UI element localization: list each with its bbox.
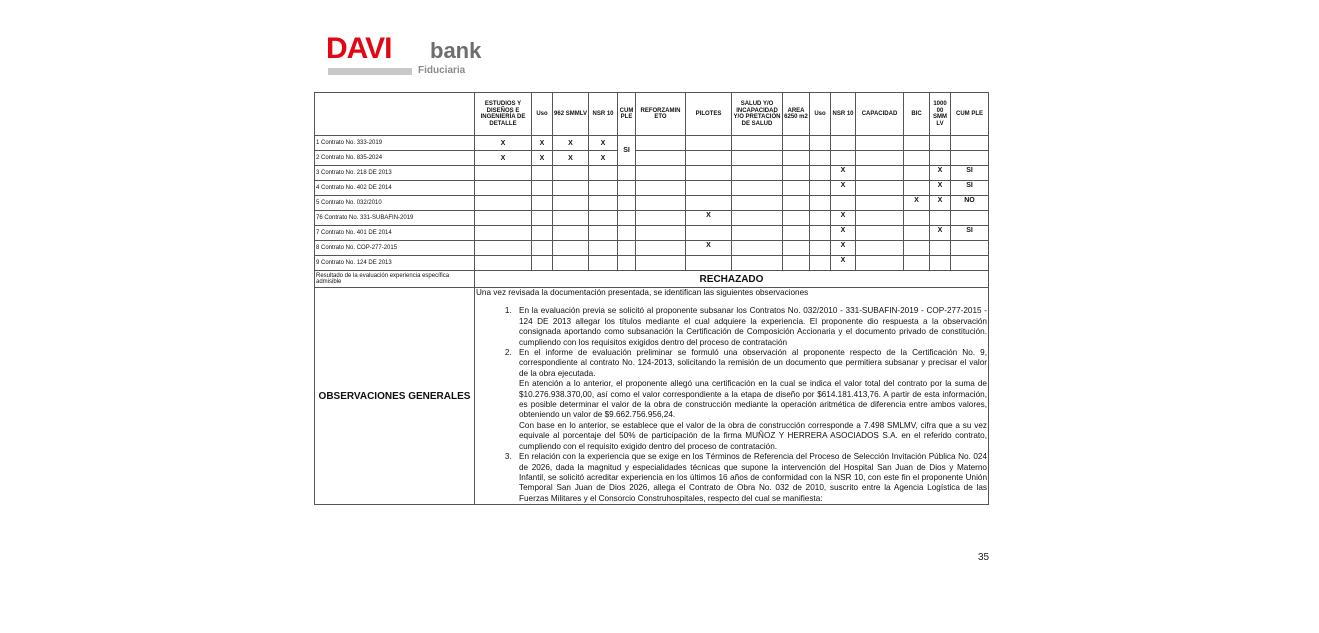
table-cell — [856, 256, 904, 271]
table-cell — [951, 211, 989, 226]
table-cell — [831, 136, 856, 151]
column-header: Uso — [532, 93, 553, 136]
observation-paragraph: Con base en lo anterior, se establece que el valor de la obra de construcción corresponde a 7.498 SMLMV, cifra que a su vez equivale al porcentaje del 50% de participación de la firma MUÑOZ Y HERRERA ASOCIADOS S.A. en el referido contrato, cumpliendo con el requisito exigido dentro del proceso de contratación. — [519, 420, 987, 451]
table-cell — [553, 241, 589, 256]
column-header: AREA 6250 m2 — [783, 93, 810, 136]
table-cell — [553, 226, 589, 241]
table-cell — [532, 256, 553, 271]
table-cell: NO — [951, 196, 989, 211]
table-cell: X — [686, 211, 732, 226]
table-cell — [636, 256, 686, 271]
column-header: NSR 10 — [589, 93, 618, 136]
table-row — [315, 211, 989, 226]
table-cell — [783, 196, 810, 211]
table-cell: X — [831, 256, 856, 271]
table-cell — [783, 166, 810, 181]
table-cell — [618, 211, 636, 226]
table-cell — [636, 166, 686, 181]
table-cell — [553, 196, 589, 211]
result-label: Resultado de la evaluación experiencia específica admisible — [315, 271, 475, 288]
table-cell — [783, 136, 810, 151]
table-cell — [553, 166, 589, 181]
table-cell: X — [553, 136, 589, 151]
table-row — [315, 241, 989, 256]
contract-label: 9 Contrato No. 124 DE 2013 — [315, 256, 475, 271]
table-cell — [636, 181, 686, 196]
table-cell — [732, 181, 783, 196]
table-cell — [904, 211, 930, 226]
table-cell: X — [686, 241, 732, 256]
table-cell — [930, 151, 951, 166]
contract-label: 5 Contrato No. 032/2010 — [315, 196, 475, 211]
column-header: 962 SMMLV — [553, 93, 589, 136]
contract-label: 1 Contrato No. 333-2019 — [315, 136, 475, 151]
column-header: CAPACIDAD — [856, 93, 904, 136]
contract-label: 3 Contrato No. 218 DE 2013 — [315, 166, 475, 181]
table-cell — [475, 181, 532, 196]
column-header: CUM PLE — [951, 93, 989, 136]
observation-paragraph: 3. En relación con la experiencia que se exige en los Términos de Referencia del Proceso de Selección Invitación Pública No. 024 de 2026, dada la magnitud y especialidades técnicas que supone la intervención del Hospital San Juan de Dios y Materno Infantil, se solicitó acreditar experiencia en los últimos 16 años de conformidad con la NSR 10, con este fin el proponente Unión Temporal San Juan de Dios 2026, allega el Contrato de Obra No. 032 de 2010, suscrito entre la Agencia Logística de las Fuerzas Militares y el Consorcio Construhospitales, respecto del cual se manifiesta: — [519, 452, 987, 503]
table-cell — [589, 211, 618, 226]
table-cell — [951, 136, 989, 151]
table-cell — [783, 211, 810, 226]
contract-label: 8 Contrato No. COP-277-2015 — [315, 241, 475, 256]
table-row — [315, 166, 989, 181]
table-cell — [810, 151, 831, 166]
table-cell: X — [831, 241, 856, 256]
table-cell — [636, 151, 686, 166]
column-header: REFORZAMIN ETO — [636, 93, 686, 136]
table-cell — [856, 181, 904, 196]
contract-label: 7 Contrato No. 401 DE 2014 — [315, 226, 475, 241]
table-cell: SI — [951, 181, 989, 196]
table-cell — [904, 181, 930, 196]
table-row — [315, 226, 989, 241]
contract-label: 2 Contrato No. 835-2024 — [315, 151, 475, 166]
table-cell — [618, 196, 636, 211]
observation-paragraph: En atención a lo anterior, el proponente allegó una certificación en la cual se indica el valor total del contrato por la suma de $10.276.938.370,00, así como el valor correspondiente a la etapa de diseño por $614.181.413,76. A partir de esta información, es posible determinar el valor de la obra de construcción mediante la operación aritmética de diferencia entre ambos valores, obteniendo un valor de $9.662.756.956,24. — [519, 379, 987, 420]
table-cell: X — [831, 166, 856, 181]
table-cell — [856, 241, 904, 256]
table-row — [315, 181, 989, 196]
table-cell — [532, 166, 553, 181]
table-row — [315, 151, 989, 166]
table-cell — [553, 211, 589, 226]
result-value: RECHAZADO — [475, 271, 989, 288]
table-cell — [810, 241, 831, 256]
table-cell: X — [532, 151, 553, 166]
observation-paragraph: 2. En el informe de evaluación preliminar se formuló una observación al proponente respecto de la Certificación No. 9, correspondiente al contrato No. 124-2013, solicitando la remisión de un documento que permitiera subsanar y precisar el valor de la obra ejecutada. — [519, 348, 987, 378]
observation-paragraph: 1. En la evaluación previa se solicitó al proponente subsanar los Contratos No. 032/2010 - 331-SUBAFIN-2019 - COP-277-2015 - 124 DE 2013 allegar los títulos mediante el cual adquiere la experiencia. El proponente dio respuesta a la observación consignada aportando como subsanación la Certificación de Composición Accionaria y el documento privado de constitución. cumpliendo con los requisitos exigidos dentro del proceso de contratación — [519, 306, 987, 347]
table-cell — [783, 241, 810, 256]
table-cell — [636, 136, 686, 151]
table-cell: X — [904, 196, 930, 211]
table-cell — [810, 196, 831, 211]
table-cell — [589, 226, 618, 241]
table-cell — [686, 256, 732, 271]
table-cell — [732, 226, 783, 241]
table-cell — [856, 226, 904, 241]
column-header: SALUD Y/O INCAPACIDAD Y/O PRETACIÓN DE SALUD — [732, 93, 783, 136]
table-cell — [856, 136, 904, 151]
table-cell — [532, 241, 553, 256]
table-cell — [618, 181, 636, 196]
table-cell: X — [930, 226, 951, 241]
table-cell — [810, 166, 831, 181]
table-cell — [732, 196, 783, 211]
table-cell — [904, 136, 930, 151]
table-cell — [686, 166, 732, 181]
table-cell — [732, 166, 783, 181]
column-header: BIC — [904, 93, 930, 136]
observations-title: OBSERVACIONES GENERALES — [315, 288, 475, 505]
table-cell — [856, 166, 904, 181]
table-cell — [475, 241, 532, 256]
table-cell — [618, 256, 636, 271]
table-cell — [636, 196, 686, 211]
table-cell — [532, 211, 553, 226]
table-cell — [686, 136, 732, 151]
logo-bar — [328, 68, 412, 75]
column-header: CUM PLE — [618, 93, 636, 136]
column-header — [315, 93, 475, 136]
column-header: NSR 10 — [831, 93, 856, 136]
observation-item — [514, 348, 987, 452]
observations-list — [476, 306, 987, 504]
table-cell — [532, 181, 553, 196]
column-header: ESTUDIOS Y DISEÑOS E INGENIERÍA DE DETALLE — [475, 93, 532, 136]
table-cell — [810, 181, 831, 196]
table-cell — [636, 211, 686, 226]
table-cell — [856, 211, 904, 226]
table-cell — [732, 151, 783, 166]
page-number: 35 — [978, 552, 990, 563]
table-cell — [475, 166, 532, 181]
column-header: PILOTES — [686, 93, 732, 136]
table-cell: X — [930, 181, 951, 196]
observations-row — [315, 288, 989, 505]
cumple-cell: SI — [618, 136, 636, 166]
table-cell — [951, 151, 989, 166]
table-cell: X — [831, 181, 856, 196]
column-header: Uso — [810, 93, 831, 136]
table-cell — [636, 241, 686, 256]
table-row — [315, 136, 989, 151]
table-cell — [686, 151, 732, 166]
column-header: 1000 00 SMM LV — [930, 93, 951, 136]
table-cell — [951, 256, 989, 271]
table-cell — [732, 211, 783, 226]
table-cell — [532, 196, 553, 211]
table-cell: X — [589, 136, 618, 151]
table-cell — [732, 256, 783, 271]
header-row — [315, 93, 989, 136]
observation-item — [514, 306, 987, 348]
observation-item — [514, 452, 987, 504]
table-cell — [810, 211, 831, 226]
table-cell — [618, 166, 636, 181]
table-cell — [589, 166, 618, 181]
table-cell: X — [475, 151, 532, 166]
result-row — [315, 271, 989, 288]
table-cell — [856, 196, 904, 211]
table-cell — [553, 256, 589, 271]
table-cell: X — [532, 136, 553, 151]
table-cell — [930, 136, 951, 151]
table-cell: X — [930, 166, 951, 181]
table-cell — [732, 241, 783, 256]
table-cell — [831, 151, 856, 166]
table-row — [315, 256, 989, 271]
table-cell — [783, 151, 810, 166]
table-cell — [686, 226, 732, 241]
table-cell — [686, 181, 732, 196]
table-cell — [810, 226, 831, 241]
table-cell — [475, 226, 532, 241]
table-cell: X — [553, 151, 589, 166]
table-cell — [856, 151, 904, 166]
table-row — [315, 196, 989, 211]
table-cell: X — [831, 226, 856, 241]
table-cell — [904, 256, 930, 271]
table-cell — [904, 226, 930, 241]
table-cell — [783, 181, 810, 196]
table-cell — [783, 226, 810, 241]
table-cell — [475, 256, 532, 271]
table-cell — [686, 196, 732, 211]
table-cell — [589, 196, 618, 211]
logo-brand-main: DAVI — [326, 32, 392, 65]
table-cell — [589, 241, 618, 256]
table-cell: SI — [951, 166, 989, 181]
observations-intro: Una vez revisada la documentación presentada, se identifican las siguientes observaciones — [476, 288, 809, 297]
table-cell — [553, 181, 589, 196]
table-cell — [636, 226, 686, 241]
table-cell: X — [930, 196, 951, 211]
table-cell — [618, 226, 636, 241]
table-cell — [475, 211, 532, 226]
table-cell — [810, 256, 831, 271]
logo-subtitle: Fiduciaria — [418, 65, 466, 76]
table-cell — [732, 136, 783, 151]
table-cell: X — [475, 136, 532, 151]
table-cell — [532, 226, 553, 241]
table-cell — [475, 196, 532, 211]
table-cell — [904, 166, 930, 181]
evaluation-table — [314, 92, 989, 505]
table-cell — [810, 136, 831, 151]
table-cell: X — [589, 151, 618, 166]
observations-body — [475, 288, 989, 505]
table-cell: SI — [951, 226, 989, 241]
table-cell — [904, 151, 930, 166]
table-cell — [930, 211, 951, 226]
table-cell — [904, 241, 930, 256]
table-cell — [930, 241, 951, 256]
table-cell — [618, 241, 636, 256]
table-cell — [783, 256, 810, 271]
table-cell — [589, 256, 618, 271]
table-cell — [589, 181, 618, 196]
table-cell — [831, 196, 856, 211]
contract-label: 76 Contrato No. 331-SUBAFIN-2019 — [315, 211, 475, 226]
table-cell: X — [831, 211, 856, 226]
table-cell — [930, 256, 951, 271]
logo-brand-suffix: bank — [430, 38, 482, 63]
davibank-logo — [326, 34, 486, 80]
contract-label: 4 Contrato No. 402 DE 2014 — [315, 181, 475, 196]
table-cell — [951, 241, 989, 256]
